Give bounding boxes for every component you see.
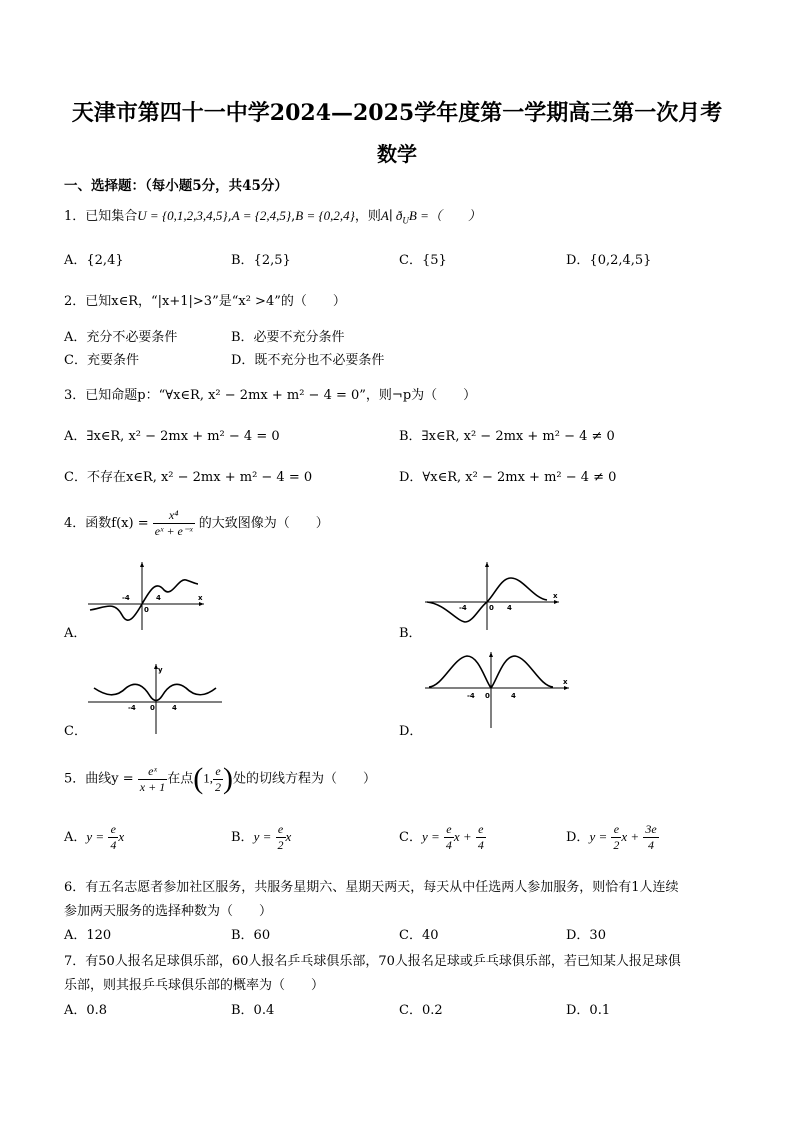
q3-option-c: C．不存在x∈R, x² − 2mx + m² − 4 = 0 xyxy=(64,470,313,485)
question-7-line1: 7．有50人报名足球俱乐部，60人报名乒乓球俱乐部，70人报名足球或乒乓球俱乐部，若已知某人报足球俱 xyxy=(64,954,681,969)
q7-option-a: A．0.8 xyxy=(64,1003,108,1018)
question-6-line2: 参加两天服务的选择种数为（ ） xyxy=(64,904,273,919)
svg-text:0: 0 xyxy=(485,692,490,700)
question-6-line1: 6．有五名志愿者参加社区服务，共服务星期六、星期天两天，每天从中任选两人参加服务，则恰有1人连续 xyxy=(64,880,679,895)
svg-text:-4: -4 xyxy=(467,692,475,700)
section-heading: 一、选择题：（每小题5分，共45分） xyxy=(64,178,288,194)
q1-option-a: A．{2,4} xyxy=(64,253,124,268)
question-7-line2: 乐部，则其报乒乓球俱乐部的概率为（ ） xyxy=(64,978,325,993)
svg-text:4: 4 xyxy=(172,704,177,712)
svg-text:0: 0 xyxy=(489,604,494,612)
q7-option-b: B．0.4 xyxy=(231,1003,275,1018)
question-4-stem: 4．函数f(x) = $\frac{\text{x⁴}}{\text{eˣ + e⁻ˣ}}$ 的大致图像为（ ） xyxy=(64,508,329,538)
exam-title: 天津市第四十一中学2024—2025学年度第一学期高三第一次月考 xyxy=(71,100,723,126)
q2-option-c: C．充要条件 xyxy=(64,353,139,368)
svg-text:x: x xyxy=(553,592,558,600)
graph-b xyxy=(423,560,563,632)
svg-text:x: x xyxy=(198,594,203,602)
q7-option-d: D．0.1 xyxy=(566,1003,611,1018)
q1-option-c: C．{5} xyxy=(399,253,447,268)
question-5-stem: 5．曲线y = $\frac{\text{eˣ}}{x + 1}$ 在点(1, $\frac{e}{2}$ )处的切线方程为（ ） xyxy=(64,762,376,795)
q4-label-c: C． xyxy=(64,724,87,739)
q5-option-c: C．y = $\frac{e}{4}$ x + $\frac{e}{4}$ xyxy=(399,822,484,852)
svg-text:-4: -4 xyxy=(459,604,467,612)
svg-text:x: x xyxy=(563,678,568,686)
q6-option-d: D．30 xyxy=(566,928,606,943)
subject-title: 数学 xyxy=(377,142,417,166)
graph-c xyxy=(86,662,226,734)
q4-label-a: A． xyxy=(64,626,87,641)
q4-label-b: B． xyxy=(399,626,422,641)
question-2-stem: 2．已知x∈R，“|x+1|>3”是“x² >4”的（ ） xyxy=(64,294,346,309)
svg-text:4: 4 xyxy=(507,604,512,612)
q7-option-c: C．0.2 xyxy=(399,1003,443,1018)
q5-option-a: A．y = $\frac{e}{4}$ x xyxy=(64,822,125,852)
q3-option-a: A．∃x∈R, x² − 2mx + m² − 4 = 0 xyxy=(64,429,280,444)
q2-option-d: D．既不充分也不必要条件 xyxy=(231,353,385,368)
q3-option-b: B．∃x∈R, x² − 2mx + m² − 4 ≠ 0 xyxy=(399,429,615,444)
q2-option-a: A．充分不必要条件 xyxy=(64,330,178,345)
q6-option-a: A．120 xyxy=(64,928,112,943)
q6-option-c: C．40 xyxy=(399,928,439,943)
q4-fraction: $\frac{\text{x⁴}}{\text{eˣ + e⁻ˣ}}$ xyxy=(154,508,193,538)
svg-text:y: y xyxy=(158,666,163,674)
svg-text:0: 0 xyxy=(150,704,155,712)
q2-option-b: B．必要不充分条件 xyxy=(231,330,345,345)
q4-label-d: D． xyxy=(399,724,423,739)
q6-option-b: B．60 xyxy=(231,928,271,943)
svg-text:4: 4 xyxy=(156,594,161,602)
svg-text:-4: -4 xyxy=(122,594,130,602)
q1-option-d: D．{0,2,4,5} xyxy=(566,253,652,268)
q5-option-b: B．y = $\frac{e}{2}$ x xyxy=(231,822,292,852)
graph-d xyxy=(423,650,573,730)
question-1-stem: 1．已知集合U = {0,1,2,3,4,5},A = {2,4,5},B = {0,2,4}，则A∣ $ð_UB$ =（ ） xyxy=(64,208,481,226)
svg-text:-4: -4 xyxy=(128,704,136,712)
svg-text:4: 4 xyxy=(511,692,516,700)
q5-option-d: D．y = $\frac{e}{2}$ x + $\frac{3e}{4}$ xyxy=(566,822,657,852)
svg-text:0: 0 xyxy=(144,606,149,614)
graph-a xyxy=(86,560,206,632)
q1-option-b: B．{2,5} xyxy=(231,253,291,268)
question-3-stem: 3．已知命题p：“∀x∈R, x² − 2mx + m² − 4 = 0”，则¬p为（ ） xyxy=(64,388,477,403)
q3-option-d: D．∀x∈R, x² − 2mx + m² − 4 ≠ 0 xyxy=(399,470,617,485)
